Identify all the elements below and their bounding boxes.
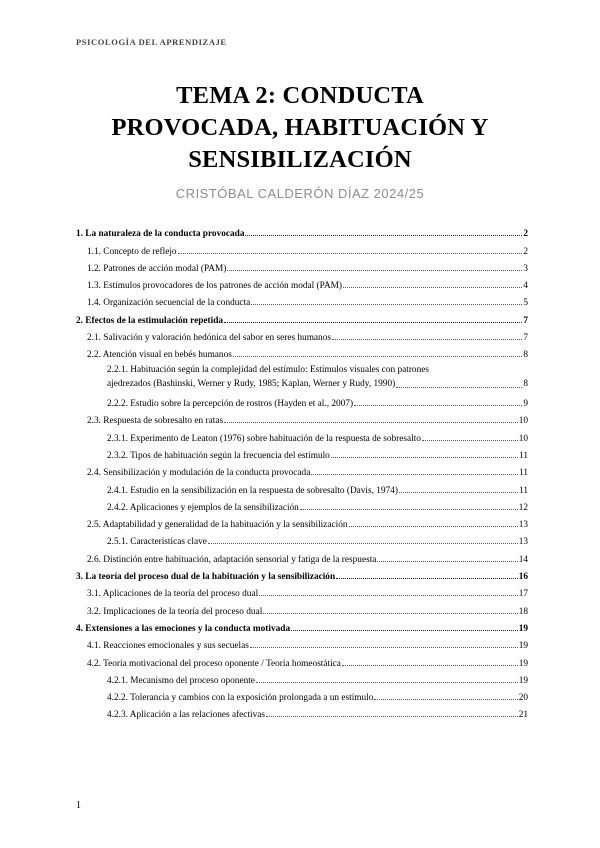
title-line: PROVOCADA, HABITUACIÓN Y xyxy=(111,114,489,141)
toc-entry[interactable] xyxy=(76,565,528,582)
toc-entry-label: 1. La naturaleza de la conducta provocada xyxy=(76,229,245,240)
toc-entry-label: 2.3.1. Experimento de Leaton (1976) sobre habituación de la respuesta de sobresalto xyxy=(107,433,421,444)
toc-entry-page: 10 xyxy=(518,416,528,427)
dot-leader xyxy=(256,682,518,683)
toc-entry-label: 2.2. Atención visual en bebés humanos xyxy=(87,350,232,361)
toc-entry-label: 4.1. Reacciones emocionales y sus secuelas xyxy=(87,641,249,652)
dot-leader xyxy=(263,613,517,614)
toc-entry-page: 11 xyxy=(519,485,528,496)
dot-leader xyxy=(343,287,522,288)
toc-entry-label: 1.2. Patrones de acción modal (PAM) xyxy=(87,263,227,274)
dot-leader xyxy=(399,492,518,493)
toc-entry-page: 12 xyxy=(518,502,528,513)
toc-entry-label: 4.2.3. Aplicación a las relaciones afectivas xyxy=(107,710,265,721)
toc-entry-page: 2 xyxy=(523,229,528,240)
toc-entry-label: 2.5.1. Características clave xyxy=(107,537,207,548)
dot-leader xyxy=(354,405,522,406)
toc-entry-label: 2.4.1. Estudio en la sensibilización en la respuesta de sobresalto (Davis, 1974) xyxy=(107,485,398,496)
table-of-contents xyxy=(76,222,528,720)
dot-leader xyxy=(250,647,518,648)
toc-entry[interactable] xyxy=(76,392,528,409)
dot-leader xyxy=(349,526,518,527)
toc-entry[interactable] xyxy=(76,617,528,634)
toc-entry[interactable] xyxy=(76,326,528,343)
toc-entry-page: 7 xyxy=(523,333,528,344)
toc-entry-page: 8 xyxy=(523,350,528,361)
toc-entry[interactable] xyxy=(76,686,528,703)
toc-entry[interactable] xyxy=(76,291,528,308)
toc-entry[interactable] xyxy=(76,513,528,530)
toc-entry-page: 20 xyxy=(518,693,528,704)
toc-entry-page: 19 xyxy=(518,675,528,686)
dot-leader xyxy=(374,699,517,700)
toc-entry-page: 3 xyxy=(523,263,528,274)
toc-entry-page: 8 xyxy=(523,379,528,390)
dot-leader xyxy=(233,356,522,357)
dot-leader xyxy=(208,543,518,544)
toc-entry[interactable] xyxy=(76,409,528,426)
toc-entry[interactable] xyxy=(76,530,528,547)
toc-entry-label: 4.2.2. Tolerancia y cambios con la exposición prolongada a un estímulo xyxy=(107,693,374,704)
toc-entry-page: 19 xyxy=(518,658,528,669)
toc-entry[interactable] xyxy=(76,239,528,256)
toc-entry-page: 9 xyxy=(523,399,528,410)
dot-leader xyxy=(224,322,522,323)
toc-entry[interactable] xyxy=(76,599,528,616)
toc-entry-label: 2.5. Adaptabilidad y generalidad de la habituación y la sensibilización xyxy=(87,520,348,531)
author-line: CRISTÓBAL CALDERÓN DÍAZ 2024/25 xyxy=(175,186,425,201)
toc-entry-page: 17 xyxy=(518,589,528,600)
toc-entry-page: 7 xyxy=(523,315,528,326)
toc-entry-page: 16 xyxy=(518,572,528,583)
dot-leader xyxy=(251,304,522,305)
toc-entry-page: 10 xyxy=(518,433,528,444)
dot-leader xyxy=(266,716,518,717)
document-title xyxy=(60,80,540,176)
toc-entry-page: 14 xyxy=(518,554,528,565)
dot-leader xyxy=(291,630,518,631)
toc-entry-page: 18 xyxy=(518,606,528,617)
toc-entry-page: 4 xyxy=(523,281,528,292)
dot-leader xyxy=(259,595,518,596)
dot-leader xyxy=(227,270,522,271)
toc-entry-page: 2 xyxy=(523,246,528,257)
toc-entry-label: 3. La teoría del proceso dual de la habituación y la sensibilización xyxy=(76,572,336,583)
toc-entry-label: 4.2.1. Mecanismo del proceso oponente xyxy=(107,675,255,686)
toc-entry-label: 1.3. Estímulos provocadores de los patrones de acción modal (PAM) xyxy=(87,281,343,292)
toc-entry-page: 5 xyxy=(523,298,528,309)
toc-entry-label: 2.4.2. Aplicaciones y ejemplos de la sensibilización xyxy=(107,502,299,513)
dot-leader xyxy=(396,387,522,388)
dot-leader xyxy=(342,665,518,666)
toc-entry-label: 2.4. Sensibilización y modulación de la conducta provocada xyxy=(87,468,311,479)
toc-entry-label: 2.6. Distinción entre habituación, adaptación sensorial y fatiga de la respuesta xyxy=(87,554,377,565)
title-line: SENSIBILIZACIÓN xyxy=(188,146,412,173)
toc-entry-page: 13 xyxy=(518,520,528,531)
running-header: PSICOLOGÍA DEL APRENDIZAJE xyxy=(76,37,227,47)
toc-entry-label: 2.3. Respuesta de sobresalto en ratas xyxy=(87,416,224,427)
title-line: TEMA 2: CONDUCTA xyxy=(176,82,424,109)
toc-entry-label: 2.2.1. Habituación según la complejidad del estímulo: Estímulos visuales con patrones xyxy=(107,365,429,376)
toc-entry[interactable] xyxy=(76,703,528,720)
toc-entry-label: 1.4. Organización secuencial de la conducta xyxy=(87,298,251,309)
toc-entry[interactable] xyxy=(76,308,528,325)
page-number: 1 xyxy=(76,800,81,811)
toc-entry-label: 4. Extensiones a las emociones y la conducta motivada xyxy=(76,623,291,634)
toc-entry-label: 1.1. Concepto de reflejo xyxy=(87,246,177,257)
toc-entry-label: 3.2. Implicaciones de la teoría del proceso dual xyxy=(87,606,263,617)
dot-leader xyxy=(178,253,523,254)
toc-entry-label: 3.1. Aplicaciones de la teoría del proceso dual xyxy=(87,589,259,600)
toc-entry-page: 11 xyxy=(519,450,528,461)
dot-leader xyxy=(311,474,518,475)
dot-leader xyxy=(422,440,518,441)
toc-entry[interactable] xyxy=(76,426,528,443)
toc-entry-label: 2. Efectos de la estimulación repetida xyxy=(76,315,224,326)
toc-entry-page: 19 xyxy=(518,641,528,652)
toc-entry-label: 2.1. Salivación y valoración hedónica del sabor en seres humanos xyxy=(87,333,331,344)
toc-entry-page: 21 xyxy=(518,710,528,721)
toc-entry[interactable] xyxy=(76,547,528,564)
toc-entry[interactable] xyxy=(76,222,528,239)
toc-entry[interactable] xyxy=(76,478,528,495)
toc-entry-page: 13 xyxy=(518,537,528,548)
dot-leader xyxy=(224,422,518,423)
toc-entry[interactable] xyxy=(76,360,528,391)
toc-entry[interactable] xyxy=(76,257,528,274)
dot-leader xyxy=(377,561,517,562)
toc-entry-page: 19 xyxy=(518,623,528,634)
toc-entry[interactable] xyxy=(76,444,528,461)
dot-leader xyxy=(331,457,518,458)
toc-entry[interactable] xyxy=(76,582,528,599)
toc-entry-label: 4.2. Teoría motivacional del proceso oponente / Teoría homeostática xyxy=(87,658,341,669)
toc-entry-page: 11 xyxy=(519,468,528,479)
toc-entry-label: ajedrezados (Bashinski, Werner y Rudy, 1985; Kaplan, Werner y Rudy, 1990) xyxy=(107,379,396,390)
dot-leader xyxy=(336,578,518,579)
toc-entry[interactable] xyxy=(76,651,528,668)
toc-entry-label: 2.3.2. Tipos de habituación según la frecuencia del estímulo xyxy=(107,450,330,461)
dot-leader xyxy=(245,235,522,236)
dot-leader xyxy=(300,509,518,510)
toc-entry[interactable] xyxy=(76,634,528,651)
toc-entry[interactable] xyxy=(76,461,528,478)
toc-entry[interactable] xyxy=(76,496,528,513)
toc-entry-label: 2.2.2. Estudio sobre la percepción de rostros (Hayden et al., 2007) xyxy=(107,399,354,410)
toc-entry[interactable] xyxy=(76,343,528,360)
dot-leader xyxy=(332,339,522,340)
toc-entry[interactable] xyxy=(76,669,528,686)
toc-entry[interactable] xyxy=(76,274,528,291)
